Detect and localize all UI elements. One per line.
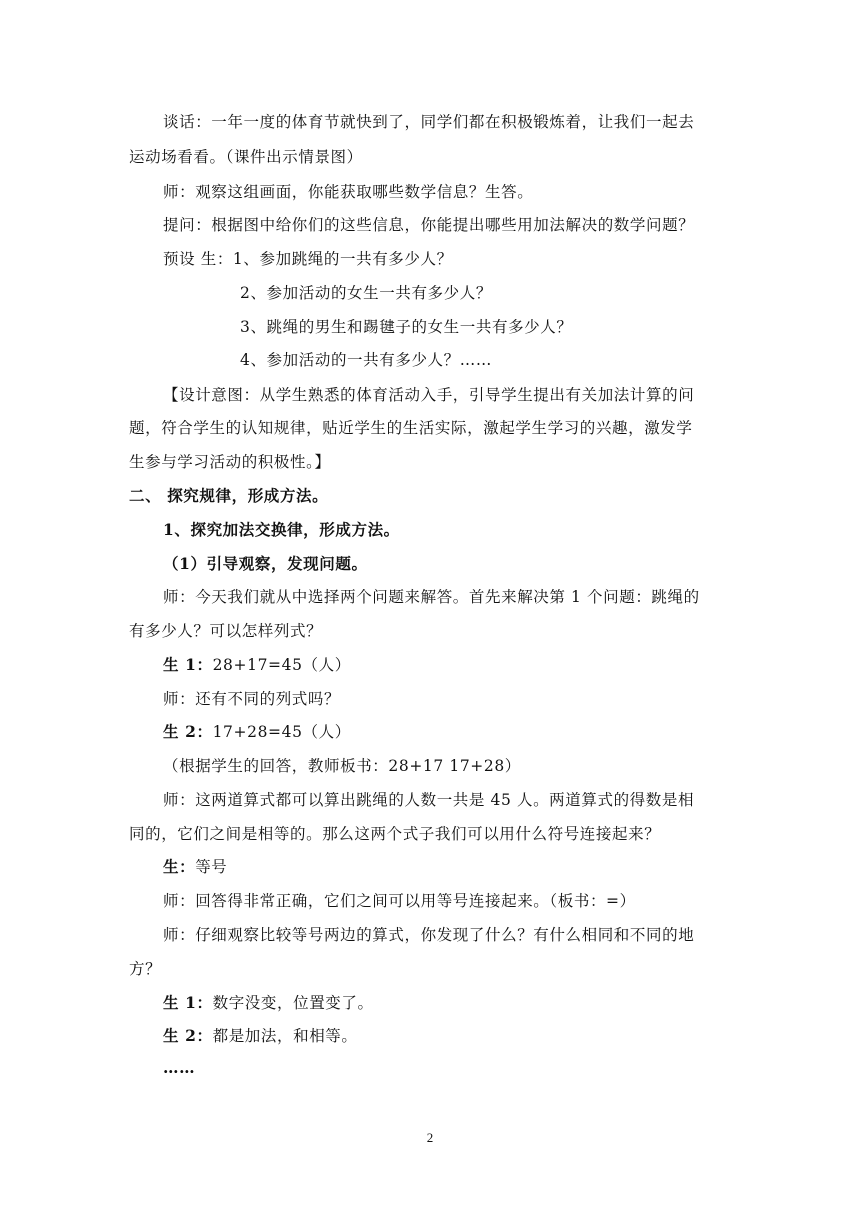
design-intent-line: 生参与学习活动的积极性。】 [129, 453, 331, 471]
dialogue-text: 都是加法，和相等。 [212, 1027, 358, 1045]
text-line: 有多少人？可以怎样列式？ [129, 622, 323, 640]
text-line: 师：这两道算式都可以算出跳绳的人数一共是 45 人。两道算式的得数是相 [163, 791, 695, 809]
dialogue-text: 等号 [195, 858, 228, 876]
dialogue-line [163, 993, 374, 1013]
text-line: 3、跳绳的男生和踢毽子的女生一共有多少人？ [240, 318, 573, 336]
speaker-label: 生 2： [163, 1026, 213, 1045]
page-number: 2 [426, 1130, 434, 1145]
text-line: 谈话：一年一度的体育节就快到了，同学们都在积极锻炼着，让我们一起去 [163, 113, 695, 131]
dialogue-line [163, 722, 351, 742]
text-line: 同的，它们之间是相等的。那么这两个式子我们可以用什么符号连接起来？ [129, 825, 661, 843]
section-heading: 二、 探究规律，形成方法。 [129, 486, 329, 505]
text-line: 师：仔细观察比较等号两边的算式，你发现了什么？有什么相同和不同的地 [163, 926, 695, 944]
speaker-label: 生 1： [163, 655, 213, 674]
text-line: 师：还有不同的列式吗？ [163, 690, 341, 708]
design-intent-line: 题，符合学生的认知规律，贴近学生的生活实际，激起学生学习的兴趣，激发学 [129, 419, 693, 437]
speaker-label: 生 1： [163, 993, 213, 1012]
design-intent-line: 【设计意图：从学生熟悉的体育活动入手，引导学生提出有关加法计算的问 [163, 386, 695, 404]
text-line: 方？ [129, 960, 162, 978]
dialogue-text: 17+28=45（人） [212, 723, 351, 741]
text-line: 运动场看看。（课件出示情景图） [129, 148, 363, 166]
text-line: 师：回答得非常正确，它们之间可以用等号连接起来。（板书：=） [163, 892, 636, 910]
text-line: 2、参加活动的女生一共有多少人？ [240, 284, 492, 302]
step-heading: （1）引导观察，发现问题。 [163, 554, 368, 573]
dialogue-text: 数字没变，位置变了。 [212, 994, 374, 1012]
text-line: 预设 生：1、参加跳绳的一共有多少人？ [163, 250, 453, 268]
speaker-label: 生： [163, 857, 196, 876]
subsection-heading: 1、探究加法交换律，形成方法。 [163, 520, 400, 539]
text-line: 师：观察这组画面，你能获取哪些数学信息？生答。 [163, 183, 534, 201]
dialogue-line [163, 1026, 358, 1046]
ellipsis-line: …… [163, 1058, 196, 1077]
speaker-label: 生 2： [163, 722, 213, 741]
text-line: （根据学生的回答，教师板书：28+17 17+28） [163, 757, 521, 775]
dialogue-text: 28+17=45（人） [212, 656, 351, 674]
dialogue-line [163, 655, 351, 675]
text-line: 提问：根据图中给你们的这些信息，你能提出哪些用加法解决的数学问题？ [163, 216, 695, 234]
text-line: 师：今天我们就从中选择两个问题来解答。首先来解决第 1 个问题：跳绳的 [163, 588, 700, 606]
dialogue-line [163, 857, 227, 877]
text-line: 4、参加活动的一共有多少人？…… [240, 351, 492, 369]
